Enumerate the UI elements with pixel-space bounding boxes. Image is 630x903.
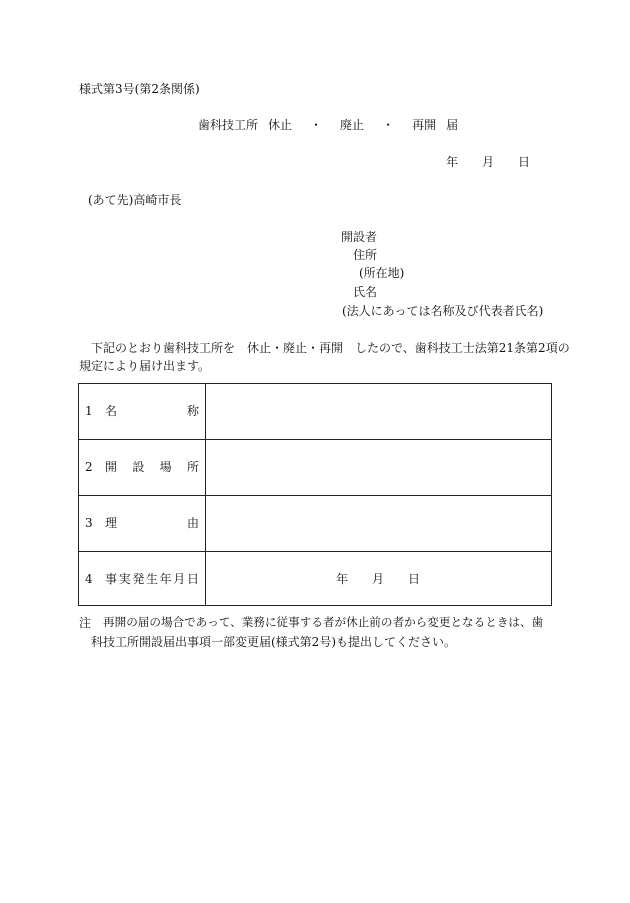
label-char: 場	[159, 460, 172, 474]
label-char: 所	[186, 460, 199, 474]
document-title	[198, 119, 458, 131]
label-char: 年	[159, 572, 172, 586]
row-number: 4	[85, 572, 93, 586]
label-char: 由	[186, 516, 199, 530]
title-option-resume: 再開	[412, 118, 437, 132]
label-char: 月	[173, 572, 186, 586]
applicant-location-label: (所在地)	[359, 266, 405, 280]
body-text-options: 休止・廃止・再開	[247, 341, 344, 355]
title-separator: ・	[310, 118, 323, 132]
date-month: 月	[482, 155, 495, 169]
title-option-abolish: 廃止	[340, 118, 365, 132]
form-table	[78, 383, 552, 606]
row-number: 3	[85, 516, 93, 530]
occurrence-date-year: 年	[335, 572, 348, 586]
label-char: 日	[186, 572, 199, 586]
addressee: (あて先)高崎市長	[88, 193, 182, 207]
applicant-name-label: 氏名	[353, 285, 378, 299]
form-number: 様式第3号(第2条関係)	[79, 82, 200, 96]
label-char: 理	[105, 516, 118, 530]
row-number: 1	[85, 404, 93, 418]
label-char: 実	[118, 572, 131, 586]
title-option-suspend: 休止	[268, 118, 293, 132]
body-text-line1	[91, 342, 570, 354]
submission-date	[446, 156, 530, 168]
applicant-heading: 開設者	[341, 230, 378, 244]
date-day: 日	[518, 155, 531, 169]
label-char: 発	[132, 572, 145, 586]
label-char: 開	[105, 460, 118, 474]
label-char: 名	[105, 404, 118, 418]
body-text-line2: 規定により届け出ます。	[79, 359, 211, 373]
table-row-divider	[79, 551, 551, 552]
label-char: 生	[145, 572, 158, 586]
title-separator: ・	[382, 118, 395, 132]
note-line2: 科技工所開設届出事項一部変更届(様式第2号)も提出してください。	[91, 635, 457, 649]
location-value-cell[interactable]	[206, 440, 551, 495]
name-value-cell[interactable]	[206, 384, 551, 439]
title-suffix: 届	[446, 118, 459, 132]
occurrence-date-day: 日	[408, 572, 421, 586]
note-line1: 再開の届の場合であって、業務に従事する者が休止前の者から変更となるときは、歯	[103, 615, 544, 629]
date-year: 年	[446, 155, 459, 169]
title-subject: 歯科技工所	[198, 118, 259, 132]
label-char: 事	[105, 572, 118, 586]
label-char: 設	[132, 460, 145, 474]
row-number: 2	[85, 460, 93, 474]
note-marker: 注	[79, 616, 92, 630]
body-text-part2: したので、歯科技工士法第21条第2項の	[355, 341, 570, 355]
occurrence-date-month: 月	[371, 572, 384, 586]
applicant-address-label: 住所	[353, 248, 378, 262]
body-text-part1: 下記のとおり歯科技工所を	[91, 341, 236, 355]
occurrence-date-cell[interactable]	[205, 573, 551, 585]
label-char: 称	[186, 404, 199, 418]
applicant-corporate-note: (法人にあっては名称及び代表者氏名)	[342, 304, 544, 318]
reason-value-cell[interactable]	[206, 496, 551, 551]
